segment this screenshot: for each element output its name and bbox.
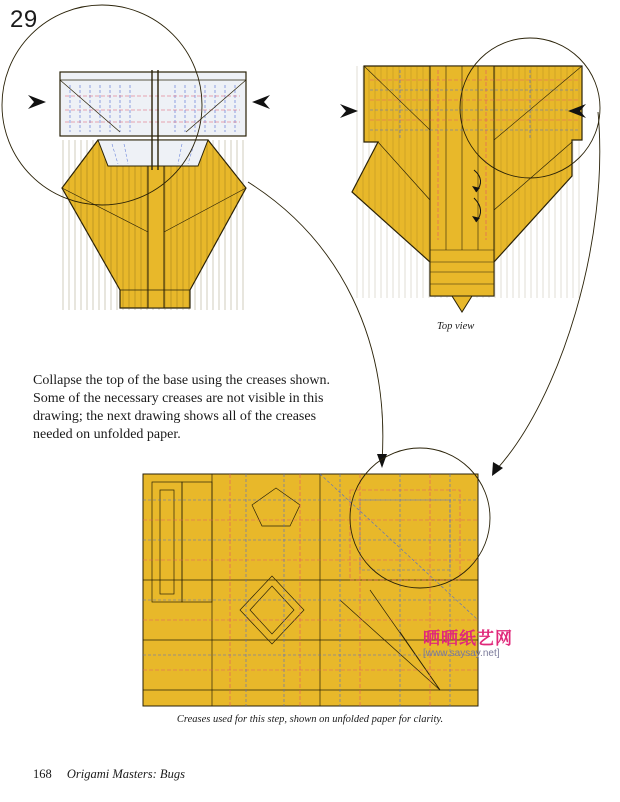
arrowhead-right-icon: [28, 95, 46, 109]
watermark: [423, 624, 513, 659]
crease-pattern-caption: Creases used for this step, shown on unfolded paper for clarity.: [176, 714, 444, 725]
page-footer: [33, 767, 185, 782]
page-number: 168: [33, 767, 52, 781]
watermark-url: [www.saysay.net]: [423, 648, 500, 659]
right-folded-model: [340, 38, 600, 312]
crease-pattern: [143, 448, 490, 706]
watermark-logo: 晒晒纸艺网: [423, 629, 513, 648]
arrowhead-left-icon: [252, 95, 270, 109]
left-folded-model: [2, 5, 270, 310]
top-view-caption: Top view: [437, 321, 475, 332]
instruction-text: Collapse the top of the base using the creases shown. Some of the necessary creases are not visible in this drawing; the next drawing shows all of the creases needed on unfolded paper.: [33, 373, 331, 442]
book-title: Origami Masters: Bugs: [66, 767, 185, 781]
step-number: 29: [10, 6, 38, 33]
